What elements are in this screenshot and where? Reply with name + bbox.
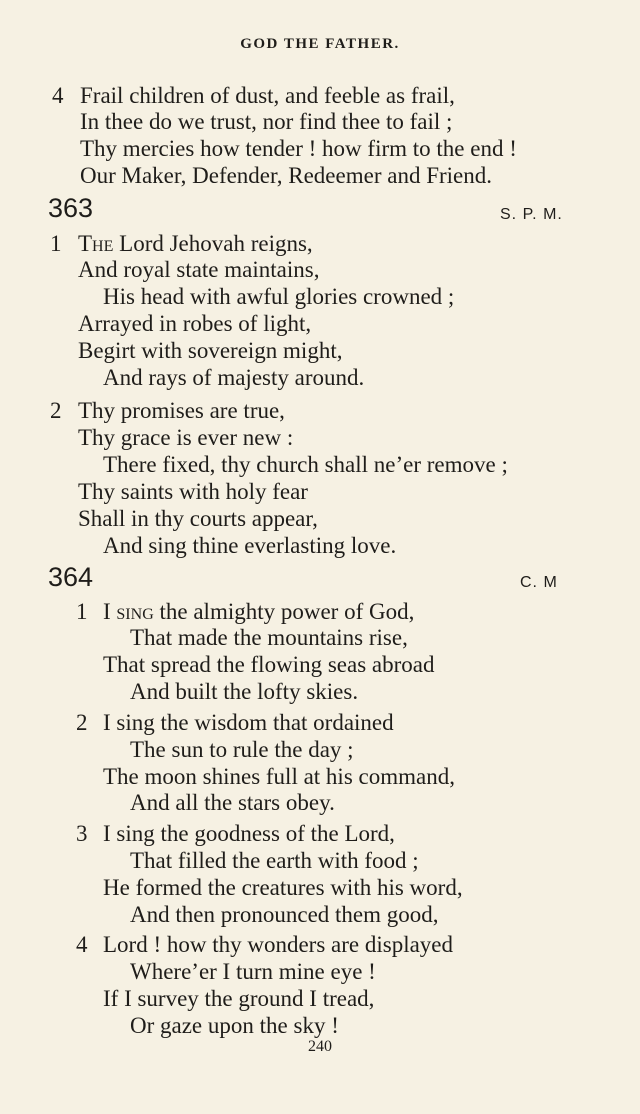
verse-line: And rays of majesty around. (103, 365, 365, 390)
verse-line: That made the mountains rise, (130, 625, 408, 650)
verse-number: 4 (52, 83, 64, 108)
verse-line: And built the lofty skies. (130, 679, 359, 704)
verse-line: In thee do we trust, nor find thee to fail ; (80, 109, 453, 134)
verse-line-first (78, 230, 313, 257)
verse-line: Or gaze upon the sky ! (130, 1013, 339, 1038)
page-number: 240 (308, 1038, 332, 1055)
hymn-meter: S. P. M. (500, 206, 563, 223)
verse-line: And all the stars obey. (130, 790, 335, 815)
first-word: I sing (103, 599, 154, 624)
verse-number: 1 (76, 599, 88, 624)
verse-line: And sing thine everlasting love. (103, 533, 397, 558)
verse-line: If I survey the ground I tread, (103, 986, 375, 1011)
verse-line: Shall in thy courts appear, (78, 506, 318, 531)
first-line-rest: Lord Jehovah reigns, (113, 231, 313, 256)
hymn-number: 363 (48, 193, 94, 223)
running-header: GOD THE FATHER. (240, 36, 400, 52)
first-word: The (78, 231, 114, 256)
verse-number: 2 (76, 710, 88, 735)
verse-number: 2 (50, 398, 62, 423)
verse-line: Thy saints with holy fear (78, 479, 308, 504)
verse-line: Thy promises are true, (78, 398, 285, 423)
verse-line: That filled the earth with food ; (130, 848, 419, 873)
verse-line: The moon shines full at his command, (103, 764, 455, 789)
verse-number: 4 (76, 932, 88, 957)
verse-line: His head with awful glories crowned ; (103, 284, 455, 309)
verse-line: And royal state maintains, (78, 257, 320, 282)
verse-line: Thy mercies how tender ! how firm to the end ! (80, 136, 517, 161)
verse-line: He formed the creatures with his word, (103, 875, 463, 900)
verse-line: And then pronounced them good, (130, 902, 439, 927)
verse-number: 1 (50, 231, 62, 256)
verse-line: Thy grace is ever new : (78, 425, 294, 450)
verse-line: Arrayed in robes of light, (78, 311, 312, 336)
verse-line: Begirt with sovereign might, (78, 338, 343, 363)
first-line-rest: the almighty power of God, (153, 599, 415, 624)
verse-line: Where’er I turn mine eye ! (130, 959, 376, 984)
verse-number: 3 (76, 821, 88, 846)
hymn-number: 364 (48, 562, 94, 592)
verse-line: I sing the wisdom that ordained (103, 710, 394, 735)
verse-line: There fixed, thy church shall ne’er remove ; (103, 452, 508, 477)
verse-line-first (103, 598, 414, 625)
verse-line: I sing the goodness of the Lord, (103, 821, 395, 846)
verse-line: Lord ! how thy wonders are displayed (103, 932, 454, 957)
verse-line: Our Maker, Defender, Redeemer and Friend. (80, 163, 492, 188)
verse-line: The sun to rule the day ; (130, 737, 354, 762)
verse-line: Frail children of dust, and feeble as frail, (80, 83, 455, 108)
hymn-meter: C. M (520, 574, 558, 591)
verse-line: That spread the flowing seas abroad (103, 652, 435, 677)
